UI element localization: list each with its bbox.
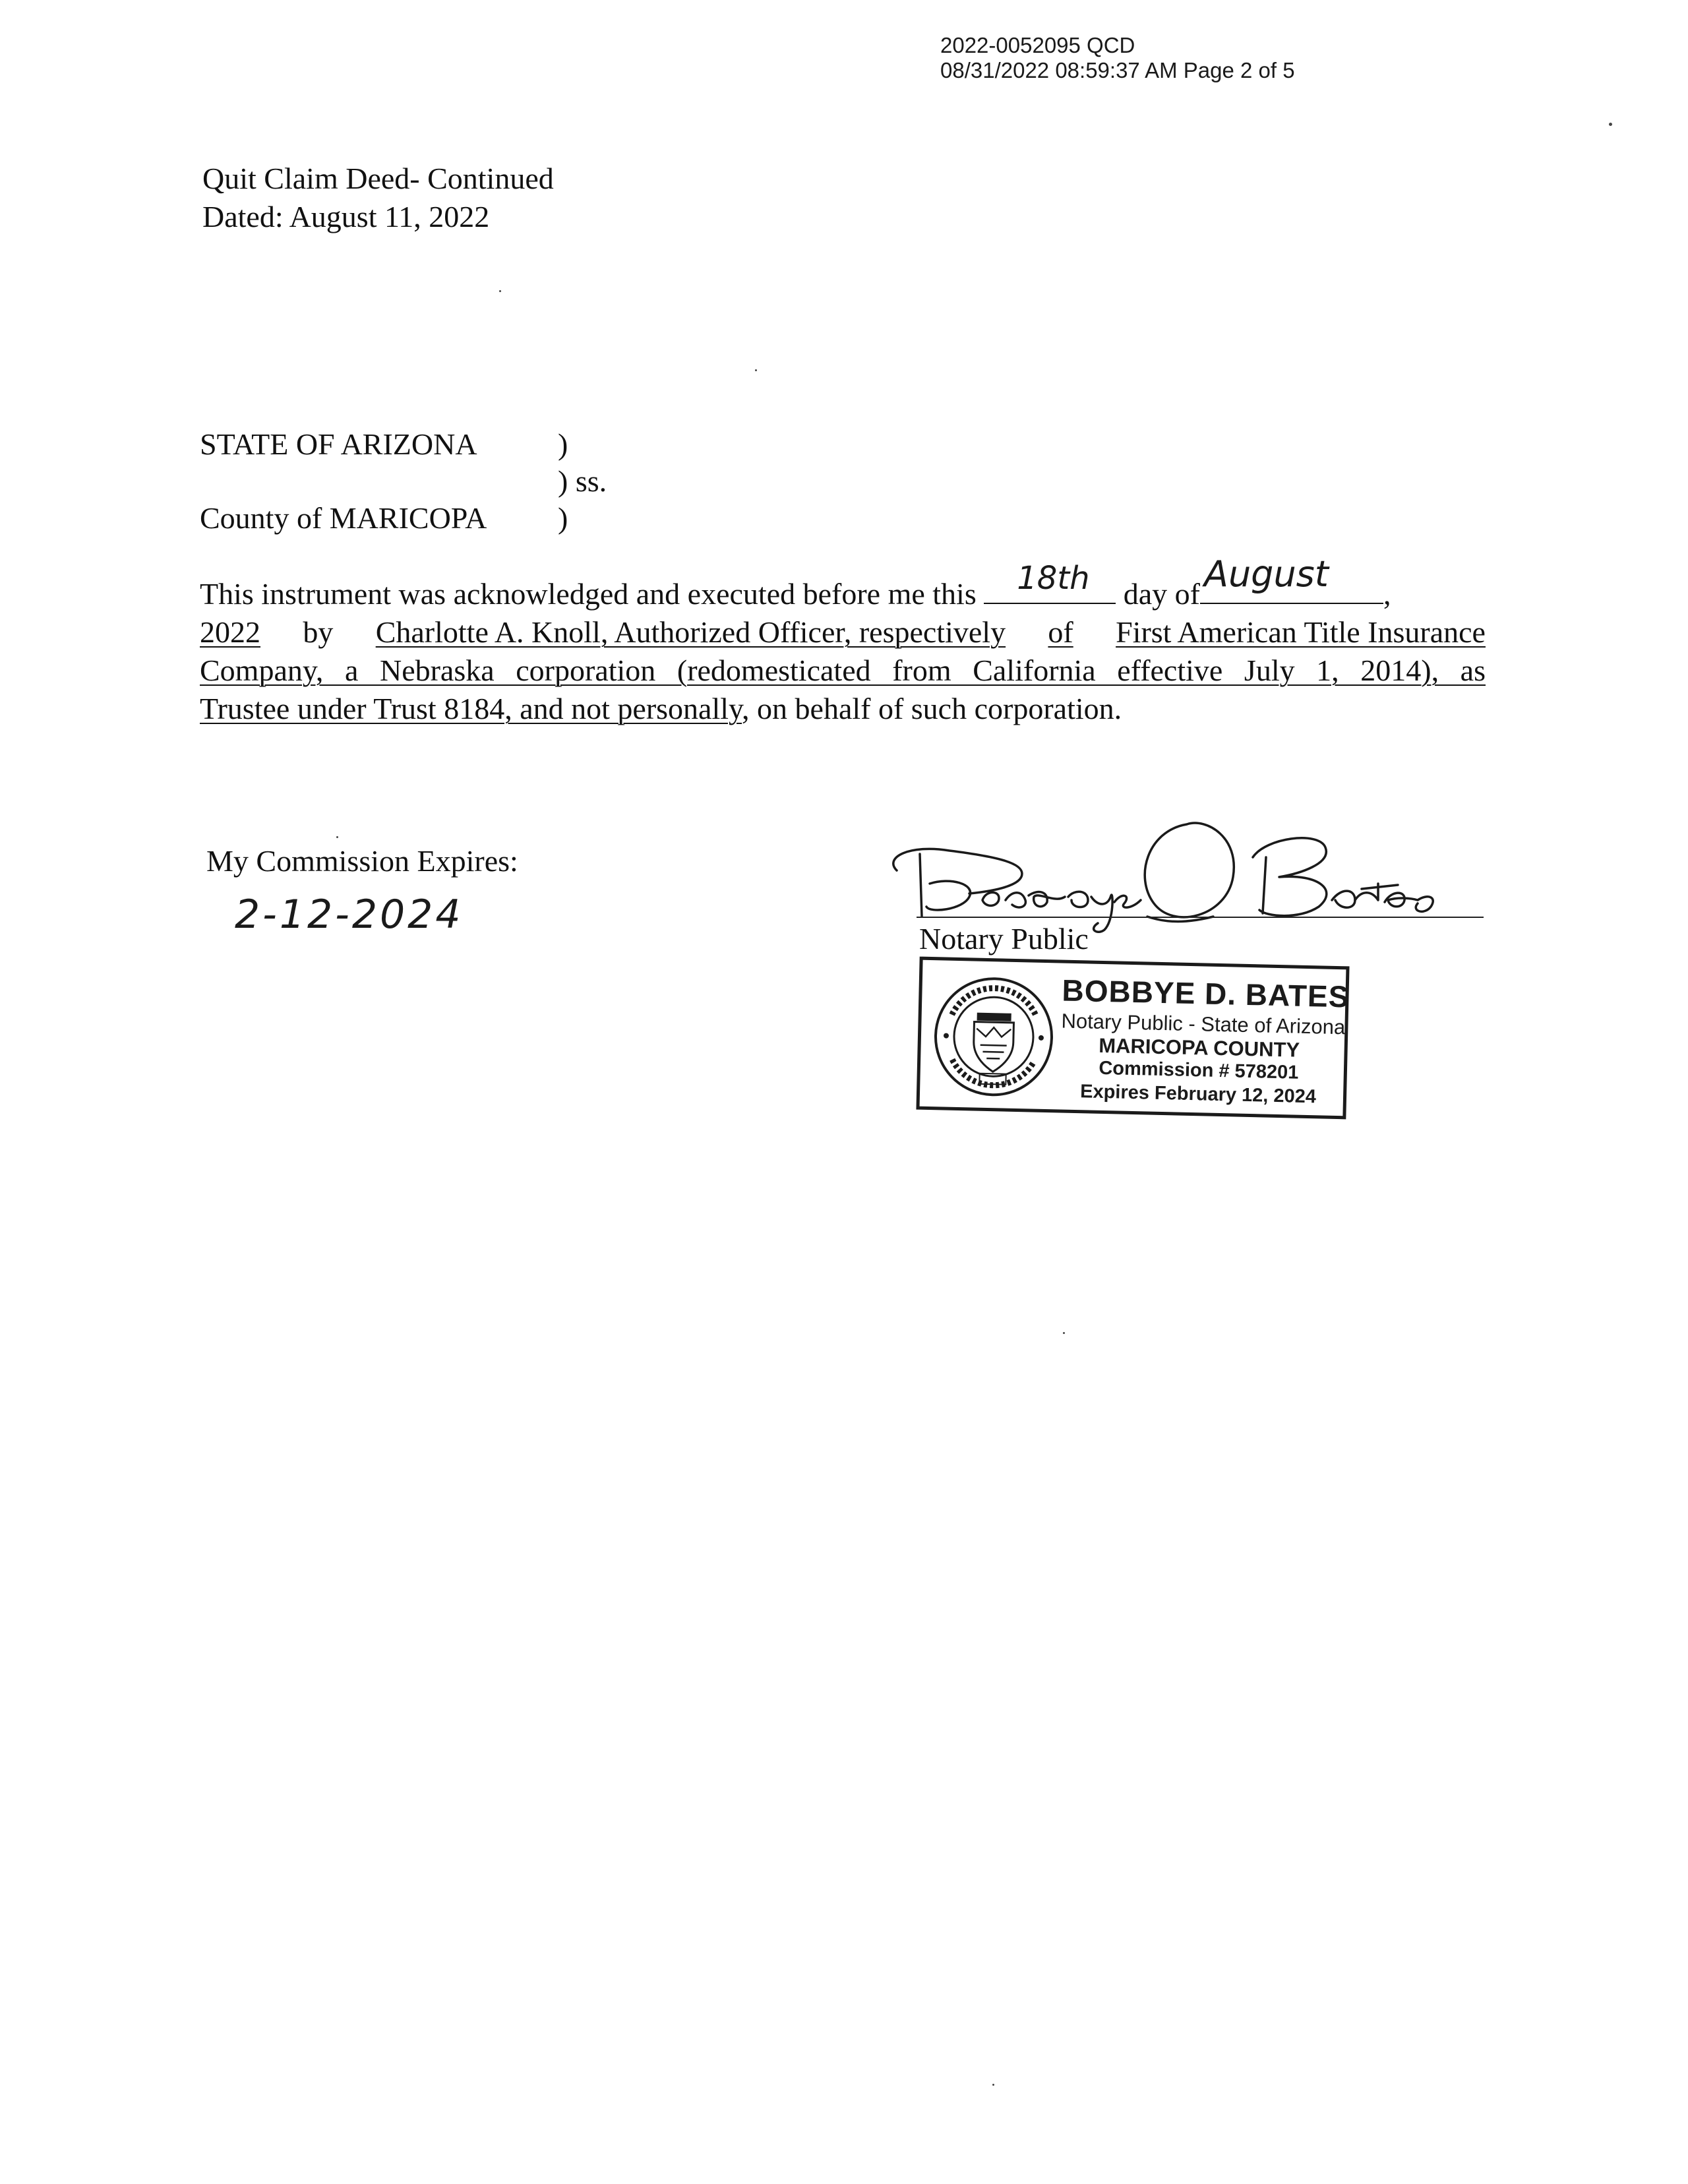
ack-year: 2022 bbox=[200, 615, 260, 649]
stamp-county: MARICOPA COUNTY bbox=[1098, 1033, 1300, 1062]
scan-speck bbox=[992, 2084, 994, 2086]
notary-stamp bbox=[916, 957, 1349, 1120]
ack-company: First American Title Insurance bbox=[1116, 615, 1486, 649]
scan-speck bbox=[499, 290, 501, 292]
stamp-title: Notary Public - State of Arizona bbox=[1061, 1009, 1346, 1039]
ack-line-2 bbox=[200, 613, 1486, 652]
ack-text: , on behalf of such corporation. bbox=[742, 692, 1122, 725]
ack-comma: , bbox=[1383, 577, 1391, 611]
venue-county: County of MARICOPA bbox=[200, 501, 487, 535]
month-blank bbox=[1200, 553, 1383, 604]
recording-header bbox=[940, 33, 1295, 83]
day-blank bbox=[984, 560, 1116, 604]
venue-state: STATE OF ARIZONA bbox=[200, 427, 477, 461]
notary-public-label: Notary Public bbox=[919, 922, 1089, 956]
commission-label: My Commission Expires: bbox=[206, 844, 518, 878]
scan-speck bbox=[755, 369, 757, 371]
arizona-state-seal-icon bbox=[932, 975, 1056, 1099]
scan-speck bbox=[336, 836, 338, 838]
stamp-commission-number: Commission # 578201 bbox=[1099, 1057, 1299, 1083]
ack-text: day of bbox=[1123, 577, 1200, 611]
ack-line-3: Company, a Nebraska corporation (redomesticated from California effective July 1, 2014), as bbox=[200, 653, 1486, 687]
ack-line-4 bbox=[200, 690, 1122, 728]
stamp-expiration: Expires February 12, 2024 bbox=[1079, 1081, 1317, 1108]
handwritten-day: 18th bbox=[1017, 560, 1090, 597]
deed-title: Quit Claim Deed- Continued bbox=[202, 162, 554, 195]
ack-text: by bbox=[303, 615, 334, 649]
ack-line-1 bbox=[200, 553, 1391, 613]
venue-paren: ) bbox=[558, 501, 568, 535]
venue-ss: ) ss. bbox=[558, 464, 607, 498]
ack-text: This instrument was acknowledged and executed before me this bbox=[200, 577, 977, 611]
handwritten-month: August bbox=[1204, 553, 1329, 595]
deed-dated: Dated: August 11, 2022 bbox=[202, 200, 490, 233]
notary-signature-image bbox=[870, 818, 1464, 936]
stamp-notary-name: BOBBYE D. BATES bbox=[1062, 973, 1350, 1014]
ack-trustee: Trustee under Trust 8184, and not personally bbox=[200, 692, 742, 725]
scan-speck bbox=[1063, 1332, 1065, 1334]
deed-title-block bbox=[202, 160, 554, 236]
scan-speck bbox=[1609, 123, 1612, 126]
venue-paren: ) bbox=[558, 427, 568, 461]
ack-text: of bbox=[1048, 615, 1073, 649]
recording-timestamp: 08/31/2022 08:59:37 AM Page 2 of 5 bbox=[940, 58, 1295, 82]
signature-line bbox=[917, 917, 1484, 918]
ack-signer: Charlotte A. Knoll, Authorized Officer, respectively bbox=[375, 615, 1006, 649]
handwritten-expiration: 2-12-2024 bbox=[235, 892, 464, 938]
recording-number: 2022-0052095 QCD bbox=[940, 33, 1135, 57]
